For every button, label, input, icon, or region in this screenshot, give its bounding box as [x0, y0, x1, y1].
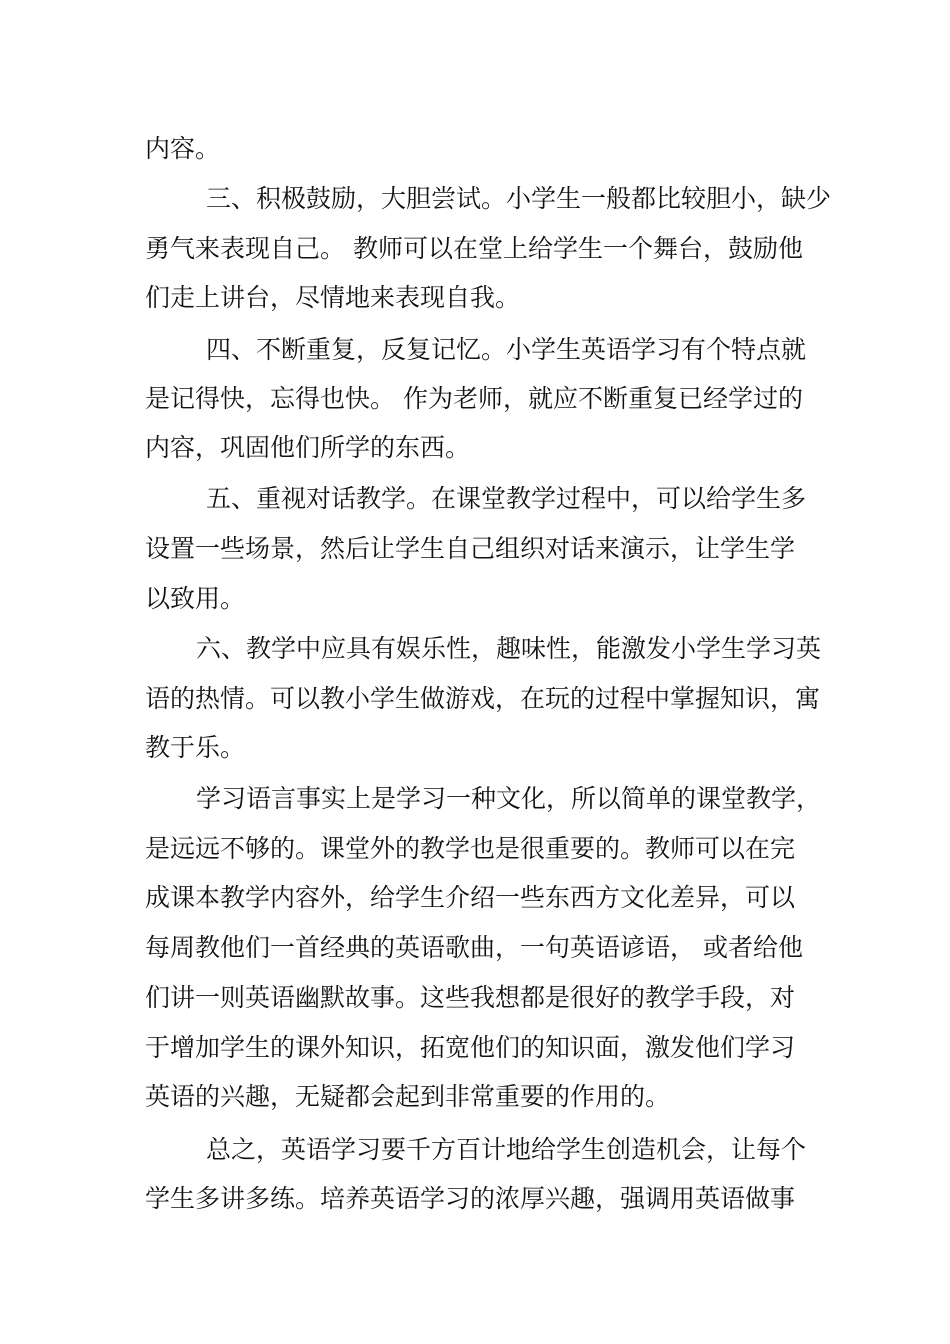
text-line: 内容。 [145, 134, 221, 163]
text-line: 每周教他们一首经典的英语歌曲，一句英语谚语， 或者给他 [145, 933, 803, 962]
text-line: 六、教学中应具有娱乐性，趣味性，能激发小学生学习英 [196, 634, 822, 663]
text-line: 以致用。 [145, 584, 246, 613]
text-line: 总之，英语学习要千方百计地给学生创造机会，让每个 [206, 1135, 807, 1164]
text-line: 学习语言事实上是学习一种文化，所以简单的课堂教学， [196, 784, 822, 813]
text-line: 教于乐。 [145, 733, 246, 762]
text-line: 三、积极鼓励，大胆尝试。小学生一般都比较胆小，缺少 [206, 184, 832, 213]
text-line: 是记得快，忘得也快。 作为老师，就应不断重复已经学过的 [145, 384, 803, 413]
text-line: 成课本教学内容外，给学生介绍一些东西方文化差异，可以 [145, 883, 796, 912]
text-line: 五、重视对话教学。在课堂教学过程中，可以给学生多 [206, 484, 807, 513]
text-line: 于增加学生的课外知识，拓宽他们的知识面，激发他们学习 [145, 1033, 796, 1062]
text-line: 设置一些场景，然后让学生自己组织对话来演示，让学生学 [145, 534, 796, 563]
text-line: 英语的兴趣，无疑都会起到非常重要的作用的。 [145, 1082, 671, 1111]
text-line: 语的热情。可以教小学生做游戏，在玩的过程中掌握知识，寓 [145, 684, 821, 713]
text-line: 们走上讲台，尽情地来表现自我。 [145, 283, 521, 312]
text-line: 是远远不够的。课堂外的教学也是很重要的。教师可以在完 [145, 834, 796, 863]
text-line: 四、不断重复，反复记忆。小学生英语学习有个特点就 [206, 335, 807, 364]
text-line: 勇气来表现自己。 教师可以在堂上给学生一个舞台，鼓励他 [145, 234, 803, 263]
text-line: 内容，巩固他们所学的东西。 [145, 433, 471, 462]
text-line: 学生多讲多练。培养英语学习的浓厚兴趣，强调用英语做事 [145, 1184, 796, 1213]
text-line: 们讲一则英语幽默故事。这些我想都是很好的教学手段，对 [145, 983, 796, 1012]
